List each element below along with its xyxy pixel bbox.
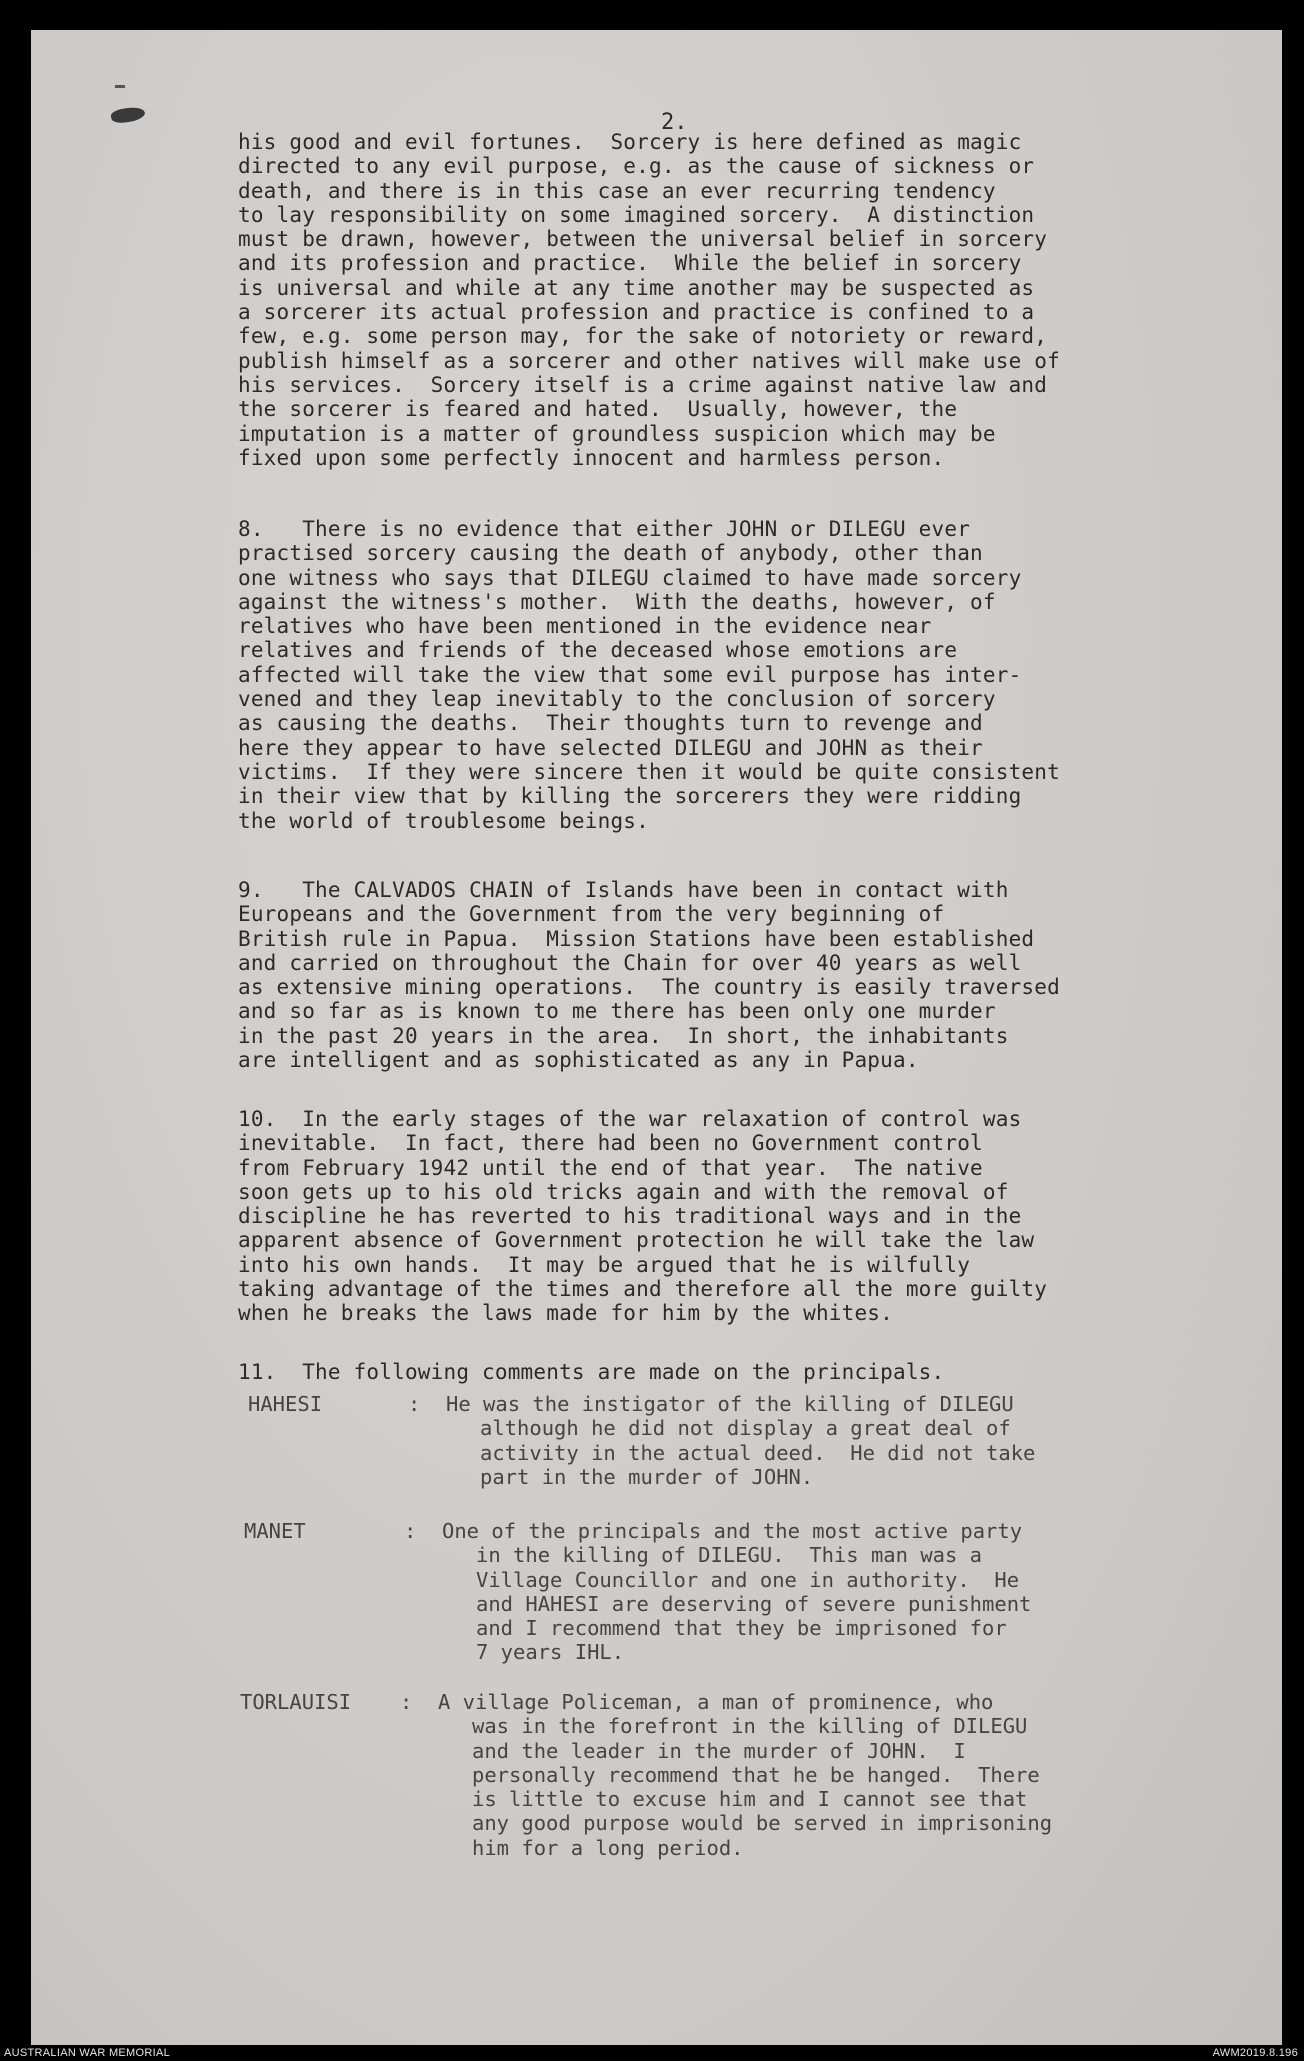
text-line: and so far as is known to me there has been only one murder xyxy=(238,999,996,1024)
text-line: in their view that by killing the sorcerers they were ridding xyxy=(238,784,1022,809)
text-line: one witness who says that DILEGU claimed to have made sorcery xyxy=(238,565,1022,590)
text-line: death, and there is in this case an ever recurring tendency xyxy=(238,178,996,203)
text-line: his good and evil fortunes. Sorcery is here defined as magic xyxy=(238,130,1022,154)
page-number: 2. xyxy=(661,110,688,135)
principal-entry-hahesi xyxy=(248,1392,1208,1522)
text-line: is little to excuse him and I cannot see that xyxy=(472,1787,1028,1812)
text-line: a sorcerer its actual profession and practice is confined to a xyxy=(238,300,1035,325)
principal-comment-line: He was the instigator of the killing of DILEGU xyxy=(446,1392,1014,1416)
text-line: in the past 20 years in the area. In short, the inhabitants xyxy=(238,1023,1009,1048)
text-line: part in the murder of JOHN. xyxy=(480,1464,814,1489)
text-line: as extensive mining operations. The country is easily traversed xyxy=(238,975,1060,1000)
text-line: taking advantage of the times and therefore all the more guilty xyxy=(238,1277,1048,1302)
text-line: in the killing of DILEGU. This man was a xyxy=(476,1543,983,1568)
principal-name: MANET xyxy=(244,1519,306,1543)
text-line: and carried on throughout the Chain for over 40 years as well xyxy=(238,950,1022,975)
text-line: 8. There is no evidence that either JOHN or DILEGU ever xyxy=(238,517,971,541)
text-line: although he did not display a great deal of xyxy=(480,1416,1011,1441)
text-line: against the witness's mother. With the deaths, however, of xyxy=(238,589,996,614)
text-line: and the leader in the murder of JOHN. I xyxy=(472,1738,966,1763)
principal-comment xyxy=(476,1543,1031,1664)
paragraph-8 xyxy=(238,517,1213,833)
text-line: 9. The CALVADOS CHAIN of Islands have been in contact with xyxy=(238,878,1009,902)
text-line: any good purpose would be served in imprisoning xyxy=(472,1811,1053,1836)
text-line: to lay responsibility on some imagined sorcery. A distinction xyxy=(238,202,1035,227)
principal-comment-line: One of the principals and the most active party xyxy=(442,1519,1023,1543)
principal-comment xyxy=(480,1416,1035,1489)
text-line: directed to any evil purpose, e.g. as the cause of sickness or xyxy=(238,154,1035,179)
text-line: discipline he has reverted to his traditional ways and in the xyxy=(238,1204,1022,1229)
paragraph-9 xyxy=(238,878,1213,1072)
text-line: Europeans and the Government from the very beginning of xyxy=(238,902,945,927)
principal-comment xyxy=(472,1714,1052,1860)
text-line: into his own hands. It may be argued that he is wilfully xyxy=(238,1252,971,1277)
text-line: soon gets up to his old tricks again and with the removal of xyxy=(238,1179,1009,1204)
text-line: fixed upon some perfectly innocent and harmless person. xyxy=(238,445,945,470)
text-line: and I recommend that they be imprisoned for xyxy=(476,1616,1007,1641)
text-line: practised sorcery causing the death of anybody, other than xyxy=(238,541,983,566)
text-line: must be drawn, however, between the universal belief in sorcery xyxy=(238,227,1048,252)
text-line: when he breaks the laws made for him by the whites. xyxy=(238,1301,893,1326)
ink-blot xyxy=(110,105,146,125)
text-line: from February 1942 until the end of that year. The native xyxy=(238,1155,983,1180)
paragraph-10 xyxy=(238,1107,1213,1326)
text-line: 10. In the early stages of the war relaxation of control was xyxy=(238,1107,1022,1131)
text-line: the sorcerer is feared and hated. Usually, however, the xyxy=(238,397,958,422)
text-line: as causing the deaths. Their thoughts turn to revenge and xyxy=(238,711,983,736)
text-line: Village Councillor and one in authority. He xyxy=(476,1567,1020,1592)
colon-separator: : xyxy=(408,1392,421,1416)
text-line: here they appear to have selected DILEGU and JOHN as their xyxy=(238,735,983,760)
text-line: vened and they leap inevitably to the conclusion of sorcery xyxy=(238,687,996,712)
text-line: and HAHESI are deserving of severe punishment xyxy=(476,1591,1032,1616)
text-line: British rule in Papua. Mission Stations have been established xyxy=(238,926,1035,951)
principal-entry-torlauisi xyxy=(240,1690,1200,1910)
footer-reference: AWM2019.8.196 xyxy=(1212,2047,1298,2059)
text-line: few, e.g. some person may, for the sake of notoriety or reward, xyxy=(238,324,1048,349)
footer-institution: AUSTRALIAN WAR MEMORIAL xyxy=(4,2047,171,2059)
text-line: was in the forefront in the killing of DILEGU xyxy=(472,1714,1028,1739)
text-line: his services. Sorcery itself is a crime against native law and xyxy=(238,372,1048,397)
text-line: inevitable. In fact, there had been no Government control xyxy=(238,1131,983,1156)
text-line: are intelligent and as sophisticated as any in Papua. xyxy=(238,1048,919,1073)
principal-name: TORLAUISI xyxy=(240,1690,352,1714)
text-line: 11. The following comments are made on the principals. xyxy=(238,1360,945,1384)
ink-mark xyxy=(115,85,125,88)
text-line: him for a long period. xyxy=(472,1835,744,1860)
text-line: activity in the actual deed. He did not take xyxy=(480,1440,1036,1465)
text-line: victims. If they were sincere then it would be quite consistent xyxy=(238,759,1060,784)
text-line: imputation is a matter of groundless suspicion which may be xyxy=(238,421,996,446)
paragraph-continuation xyxy=(238,130,1213,470)
principal-comment-line: A village Policeman, a man of prominence, who xyxy=(438,1690,994,1714)
colon-separator: : xyxy=(400,1690,413,1714)
text-line: personally recommend that he be hanged. There xyxy=(472,1762,1040,1787)
text-line: and its profession and practice. While the belief in sorcery xyxy=(238,251,1022,276)
paragraph-11-intro xyxy=(238,1360,1213,1384)
text-line: relatives and friends of the deceased whose emotions are xyxy=(238,638,958,663)
text-line: relatives who have been mentioned in the evidence near xyxy=(238,614,932,639)
text-line: affected will take the view that some evil purpose has inter- xyxy=(238,662,1022,687)
text-line: apparent absence of Government protection he will take the law xyxy=(238,1228,1035,1253)
text-line: publish himself as a sorcerer and other natives will make use of xyxy=(238,348,1060,373)
colon-separator: : xyxy=(404,1519,417,1543)
principal-entry-manet xyxy=(244,1519,1204,1679)
text-line: 7 years IHL. xyxy=(476,1640,625,1665)
text-line: the world of troublesome beings. xyxy=(238,808,649,833)
principal-name: HAHESI xyxy=(248,1392,323,1416)
text-line: is universal and while at any time another may be suspected as xyxy=(238,275,1035,300)
